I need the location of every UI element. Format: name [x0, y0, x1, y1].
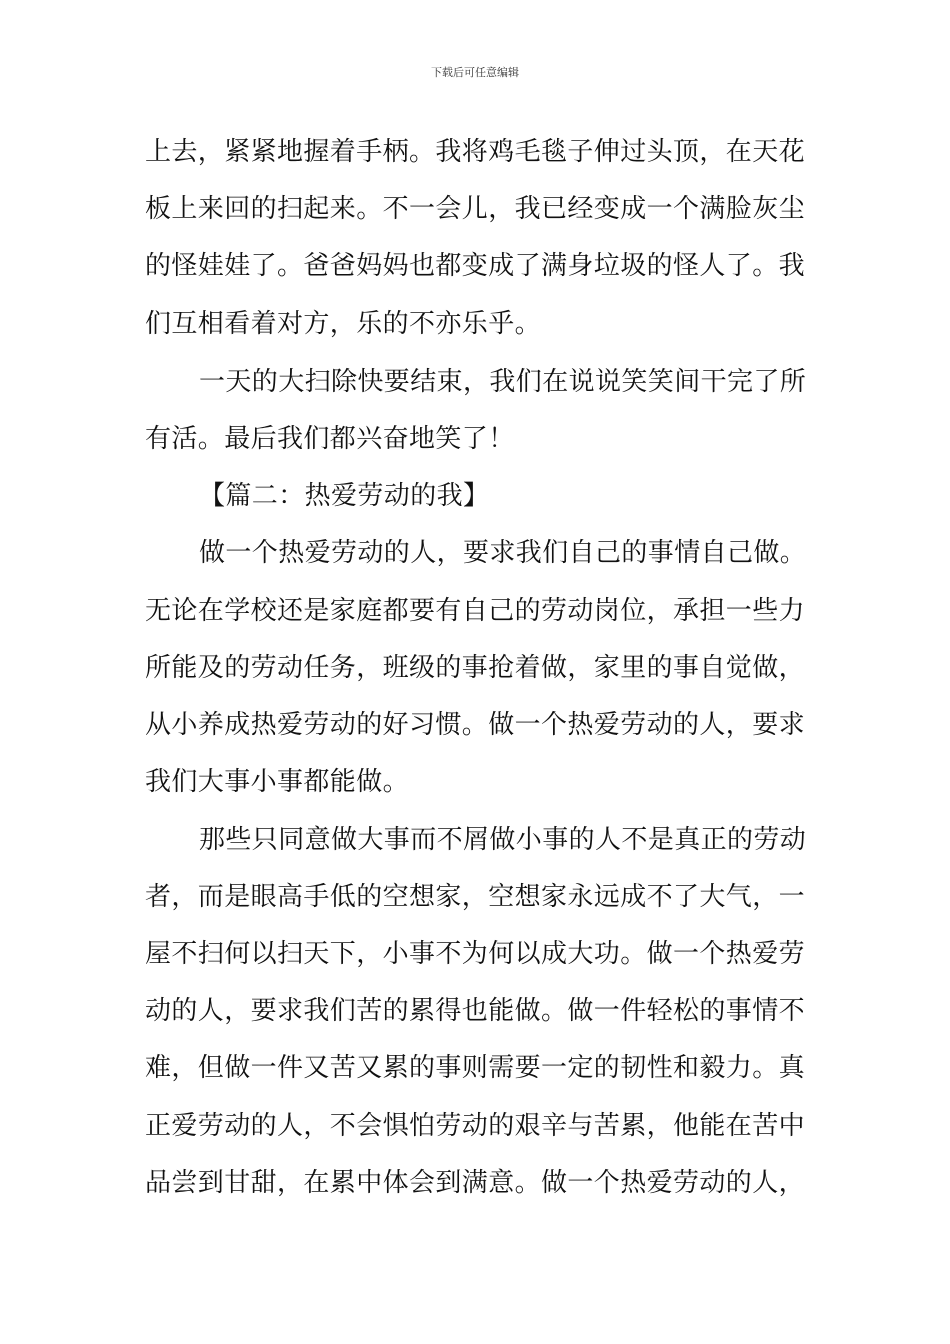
text-line: 从小养成热爱劳动的好习惯。做一个热爱劳动的人，要求 — [145, 710, 806, 740]
section-heading: 【篇二：热爱劳动的我】 — [199, 481, 490, 511]
page-header-note: 下载后可任意编辑 — [431, 66, 519, 79]
text-line: 正爱劳动的人，不会惧怕劳动的艰辛与苦累，他能在苦中 — [145, 1111, 806, 1141]
text-line: 的怪娃娃了。爸爸妈妈也都变成了满身垃圾的怪人了。我 — [145, 251, 806, 281]
paragraph-start-line: 一天的大扫除快要结束，我们在说说笑笑间干完了所 — [199, 367, 807, 397]
text-line: 难，但做一件又苦又累的事则需要一定的韧性和毅力。真 — [145, 1053, 806, 1083]
text-line: 我们大事小事都能做。 — [145, 767, 410, 797]
text-line: 有活。最后我们都兴奋地笑了！ — [145, 424, 515, 454]
paragraph-start-line: 那些只同意做大事而不屑做小事的人不是真正的劳动 — [199, 825, 807, 855]
text-line: 们互相看着对方，乐的不亦乐乎。 — [145, 309, 542, 339]
paragraph-start-line: 做一个热爱劳动的人，要求我们自己的事情自己做。 — [199, 538, 807, 568]
text-line: 者，而是眼高手低的空想家，空想家永远成不了大气，一 — [145, 882, 806, 912]
text-line: 所能及的劳动任务，班级的事抢着做，家里的事自觉做， — [145, 653, 806, 683]
text-line: 板上来回的扫起来。不一会儿，我已经变成一个满脸灰尘 — [145, 194, 806, 224]
text-line: 品尝到甘甜，在累中体会到满意。做一个热爱劳动的人， — [145, 1168, 806, 1198]
text-line: 上去，紧紧地握着手柄。我将鸡毛毯子伸过头顶，在天花 — [145, 137, 806, 167]
text-line: 动的人，要求我们苦的累得也能做。做一件轻松的事情不 — [145, 996, 806, 1026]
text-line: 无论在学校还是家庭都要有自己的劳动岗位，承担一些力 — [145, 596, 806, 626]
text-line: 屋不扫何以扫天下，小事不为何以成大功。做一个热爱劳 — [145, 939, 806, 969]
